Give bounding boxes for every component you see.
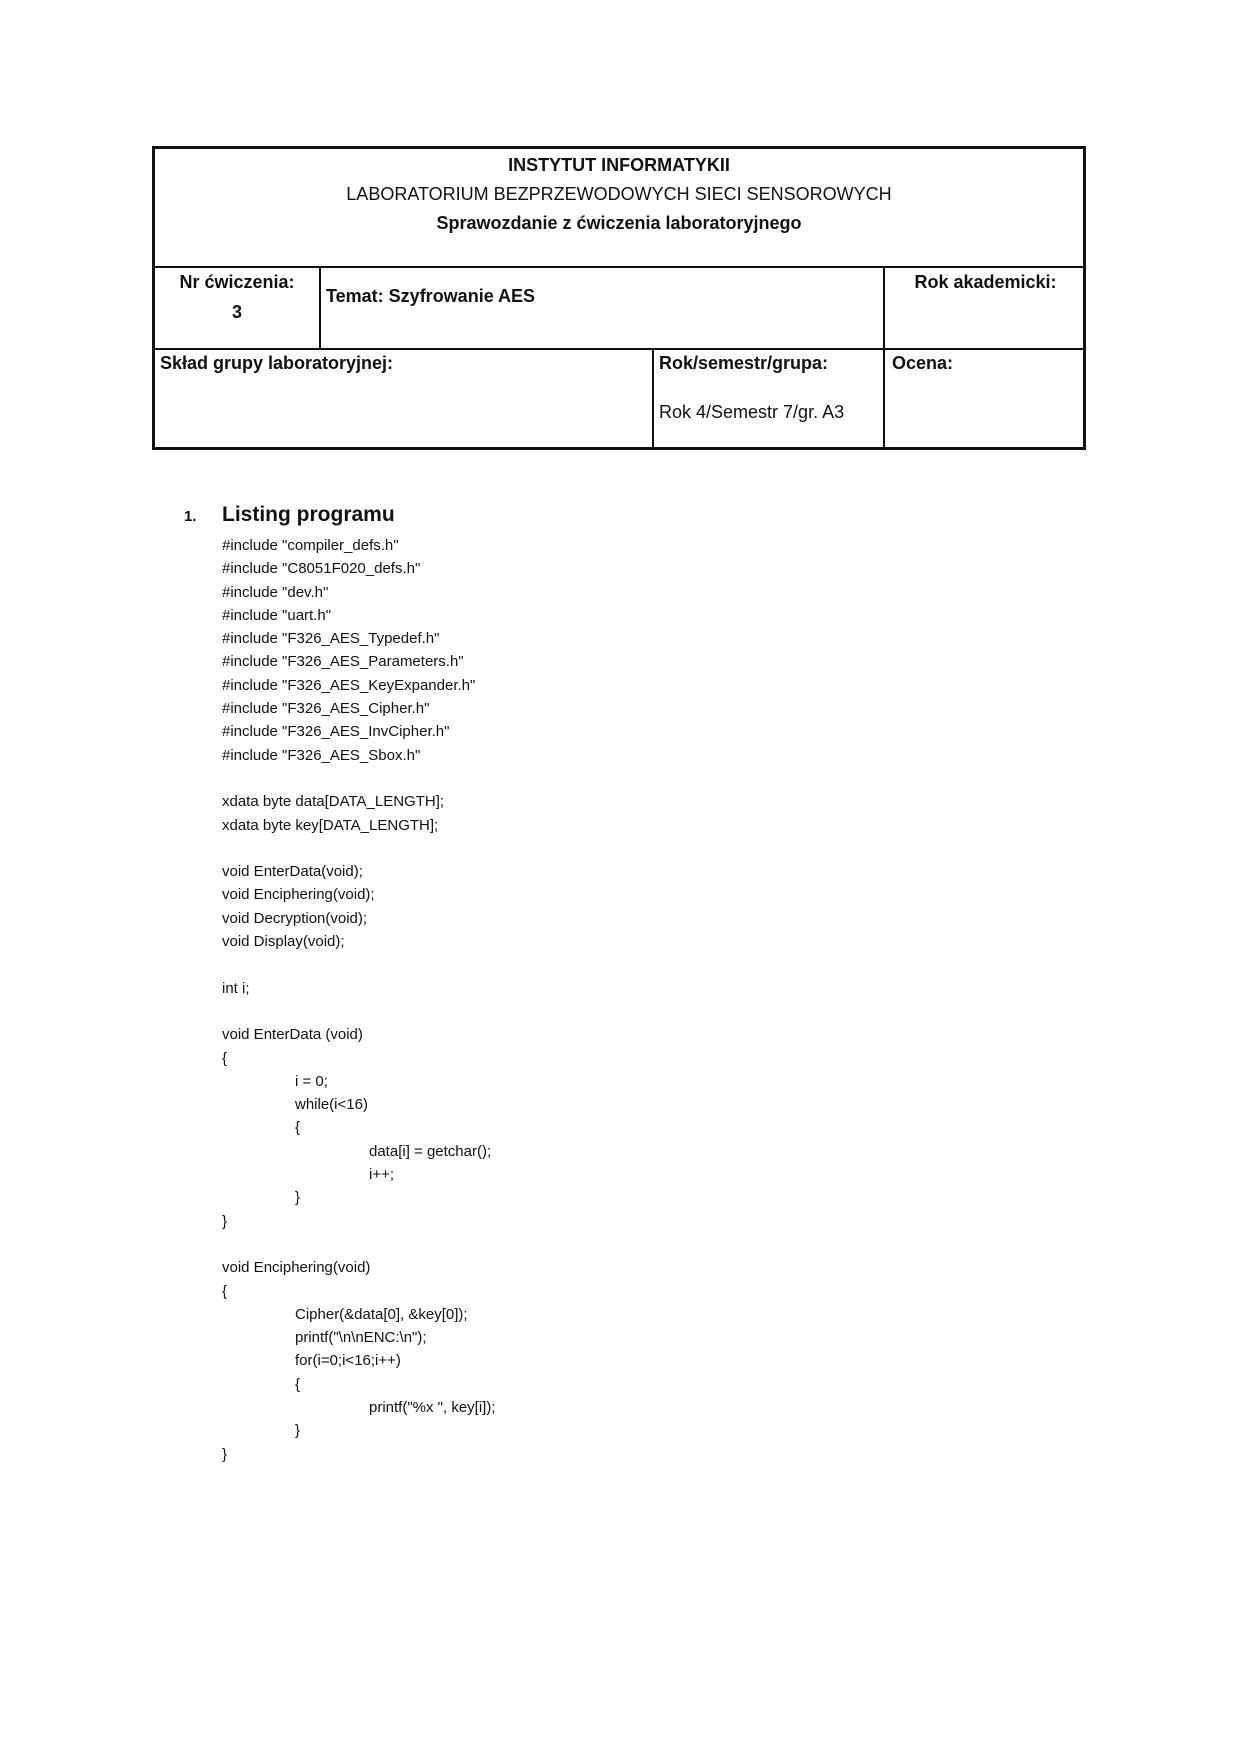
code-line: void Display(void); [222, 933, 345, 951]
code-line: void EnterData(void); [222, 863, 363, 881]
report-header-table [152, 146, 1086, 450]
code-line: xdata byte key[DATA_LENGTH]; [222, 816, 439, 834]
code-line: } [295, 1422, 301, 1440]
code-line: { [295, 1375, 301, 1393]
code-line: i++; [369, 1166, 395, 1184]
code-line: #include "F326_AES_Typedef.h" [222, 630, 440, 648]
code-line: while(i<16) [295, 1096, 368, 1114]
header-divider [155, 266, 1083, 268]
code-line: #include "C8051F020_defs.h" [222, 560, 421, 578]
code-line: printf("%x ", key[i]); [369, 1398, 496, 1416]
code-line: } [222, 1445, 228, 1463]
code-line: int i; [222, 979, 250, 997]
code-line: #include "compiler_defs.h" [222, 537, 399, 554]
code-line: for(i=0;i<16;i++) [295, 1352, 401, 1370]
report-title: Sprawozdanie z ćwiczenia laboratoryjnego [436, 213, 802, 233]
year-semester-group-value: Rok 4/Semestr 7/gr. A3 [659, 402, 845, 422]
code-line: #include "F326_AES_KeyExpander.h" [222, 676, 476, 694]
code-line: Cipher(&data[0], &key[0]); [295, 1305, 468, 1323]
code-line: { [222, 1049, 228, 1067]
grade-label: Ocena: [892, 353, 954, 373]
column-divider [319, 266, 321, 348]
academic-year-label: Rok akademicki: [914, 272, 1057, 292]
code-line [222, 837, 496, 860]
code-line: void EnterData (void) [222, 1026, 363, 1044]
code-line: { [295, 1119, 301, 1137]
row-divider [155, 348, 1083, 350]
code-line: #include "F326_AES_Cipher.h" [222, 700, 430, 718]
section-title: Listing programu [222, 503, 395, 526]
exercise-number: 3 [231, 302, 242, 322]
code-line: { [222, 1282, 228, 1300]
topic: Temat: Szyfrowanie AES [326, 286, 536, 306]
code-line [222, 953, 496, 976]
code-line [222, 1233, 496, 1256]
code-line: #include "dev.h" [222, 583, 329, 601]
code-line: #include "F326_AES_Sbox.h" [222, 746, 421, 764]
code-listing [222, 534, 496, 1466]
code-line: } [222, 1212, 228, 1230]
code-line: #include "uart.h" [222, 606, 332, 624]
code-line [222, 767, 496, 790]
code-line: #include "F326_AES_InvCipher.h" [222, 723, 450, 741]
section-number: 1. [184, 508, 197, 525]
code-line: void Enciphering(void) [222, 1259, 371, 1277]
group-label: Skład grupy laboratoryjnej: [160, 353, 394, 373]
institute-title: INSTYTUT INFORMATYKII [508, 155, 730, 175]
exercise-label: Nr ćwiczenia: [179, 272, 295, 292]
year-semester-group-label: Rok/semestr/grupa: [659, 353, 829, 373]
code-line: i = 0; [295, 1072, 328, 1090]
column-divider [883, 348, 885, 450]
code-line: xdata byte data[DATA_LENGTH]; [222, 793, 445, 811]
lab-title: LABORATORIUM BEZPRZEWODOWYCH SIECI SENSOROWYCH [346, 184, 892, 204]
code-line: #include "F326_AES_Parameters.h" [222, 653, 464, 671]
column-divider [652, 348, 654, 450]
code-line: void Enciphering(void); [222, 886, 375, 904]
code-line: } [295, 1189, 301, 1207]
code-line: printf("\n\nENC:\n"); [295, 1329, 427, 1347]
code-line: void Decryption(void); [222, 909, 368, 927]
code-line: data[i] = getchar(); [369, 1142, 492, 1160]
code-line [222, 1000, 496, 1023]
